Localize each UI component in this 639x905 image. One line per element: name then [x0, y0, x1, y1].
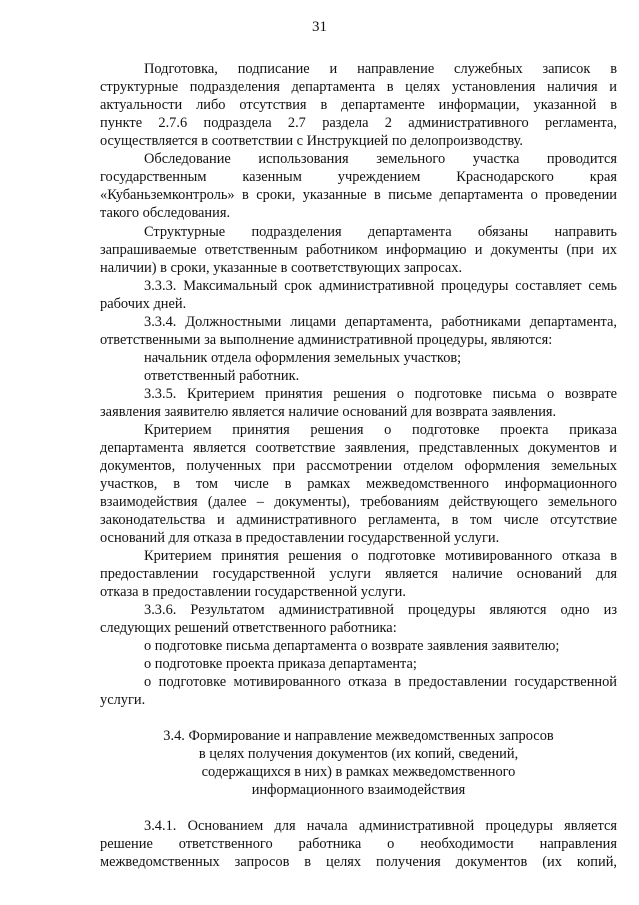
text-line: о подготовке письма департамента о возврате заявления заявителю; [144, 638, 560, 654]
text-line: ответственный работник. [144, 368, 300, 384]
text-line: наличии) в сроки, указанные в соответствующих запросах. [100, 260, 463, 276]
text-line: Структурные подразделения департамента обязаны направить [144, 224, 617, 240]
text-line: следующих решений ответственного работника: [100, 620, 397, 636]
page-number: 31 [312, 19, 327, 35]
section-heading-line: информационного взаимодействия [251, 782, 466, 798]
text-line: Подготовка, подписание и направление служебных записок в [144, 61, 617, 77]
text-line: межведомственных запросов в целях получения документов (их копий, [100, 854, 617, 870]
text-line: о подготовке проекта приказа департамента; [144, 656, 417, 672]
text-line: 3.3.6. Результатом административной процедуры являются одно из [144, 602, 617, 618]
text-line: взаимодействия (далее – документы), требованиям действующего земельного [100, 494, 617, 510]
text-line: рабочих дней. [100, 296, 187, 312]
text-line: осуществляется в соответствии с Инструкцией по делопроизводству. [100, 133, 524, 149]
text-line: 3.3.4. Должностными лицами департамента, работниками департамента, [144, 314, 617, 330]
text-line: документов, полученных при рассмотрении отделом оформления земельных [100, 458, 617, 474]
text-line: отказа в предоставлении государственной услуги. [100, 584, 406, 600]
text-line: запрашиваемые ответственным работником информацию и документы (при их [100, 242, 617, 258]
text-line: пункте 2.7.6 подраздела 2.7 раздела 2 административного регламента, [100, 115, 617, 131]
text-line: оснований для отказа в предоставлении государственной услуги. [100, 530, 500, 546]
section-heading-line: в целях получения документов (их копий, сведений, [198, 746, 519, 762]
text-line: такого обследования. [100, 205, 231, 221]
text-line: предоставлении государственной услуги является наличие оснований для [100, 566, 617, 582]
text-line: о подготовке мотивированного отказа в предоставлении государственной [144, 674, 617, 690]
text-line: Критерием принятия решения о подготовке мотивированного отказа в [144, 548, 617, 564]
text-line: 3.3.3. Максимальный срок административной процедуры составляет семь [144, 278, 617, 294]
text-line: услуги. [100, 692, 146, 708]
text-line: законодательства и административного регламента, в том числе отсутствие [100, 512, 617, 528]
text-line: государственным казенным учреждением Краснодарского края [100, 169, 617, 185]
text-line: департамента является соответствие заявления, представленных документов и [100, 440, 617, 456]
text-line: «Кубаньземконтроль» в сроки, указанные в письме департамента о проведении [100, 187, 617, 203]
text-line: заявления заявителю является наличие оснований для возврата заявления. [100, 404, 557, 420]
text-line: начальник отдела оформления земельных участков; [144, 350, 462, 366]
text-line: ответственными за выполнение административной процедуры, являются: [100, 332, 553, 348]
text-line: 3.3.5. Критерием принятия решения о подготовке письма о возврате [144, 386, 617, 402]
text-line: решение ответственного работника о необходимости направления [100, 836, 617, 852]
text-line: 3.4.1. Основанием для начала административной процедуры является [144, 818, 617, 834]
text-line: Обследование использования земельного участка проводится [144, 151, 617, 167]
text-line: Критерием принятия решения о подготовке проекта приказа [144, 422, 617, 438]
text-line: актуальности либо отсутствия в департаменте информации, указанной в [100, 97, 617, 113]
section-heading-line: 3.4. Формирование и направление межведомственных запросов [163, 728, 554, 744]
text-line: структурные подразделения департамента в целях установления наличия и [100, 79, 617, 95]
section-heading-line: содержащихся в них) в рамках межведомственного [201, 764, 516, 780]
text-line: участков, в том числе в рамках межведомственного информационного [100, 476, 617, 492]
